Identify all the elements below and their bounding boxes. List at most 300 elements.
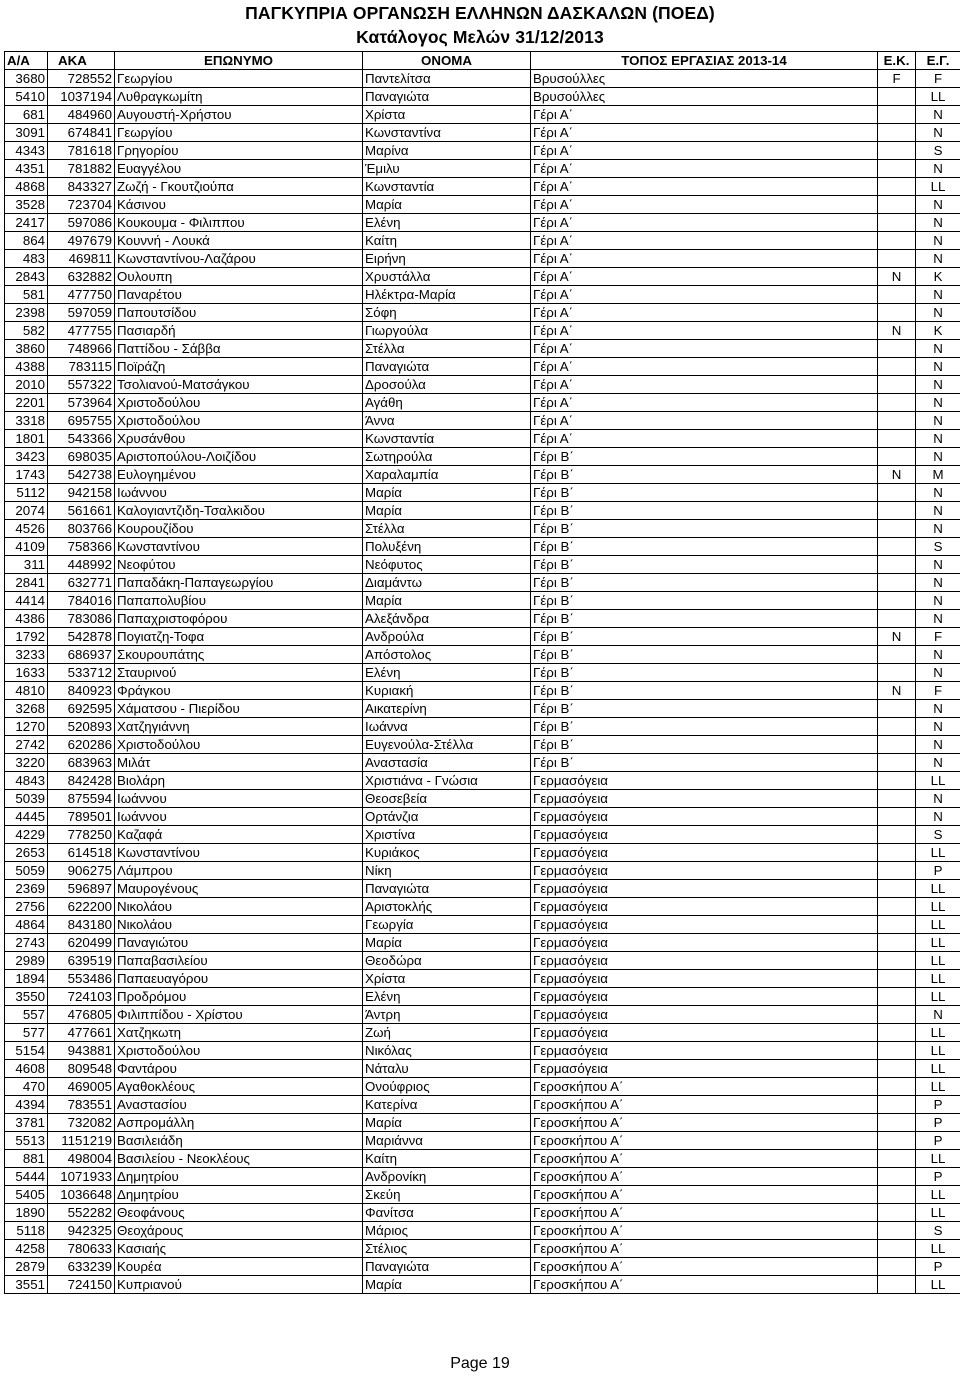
cell-eg: N [916,646,960,664]
table-row [5,700,960,718]
cell-first-name: Ελένη [363,214,531,232]
cell-surname: Αυγουστή-Χρήστου [115,106,363,124]
cell-first-name: Μαρία [363,502,531,520]
cell-first-name: Παντελίτσα [363,70,531,88]
cell-surname: Αγαθοκλέους [115,1078,363,1096]
cell-first-name: Σωτηρούλα [363,448,531,466]
cell-aka: 1151219 [48,1132,115,1150]
cell-aa: 2756 [5,898,48,916]
cell-ek [878,394,916,412]
cell-aka: 692595 [48,700,115,718]
cell-surname: Ιωάννου [115,484,363,502]
cell-eg: LL [916,844,960,862]
cell-aka: 448992 [48,556,115,574]
cell-eg: LL [916,880,960,898]
cell-ek [878,1024,916,1042]
cell-first-name: Στέλλα [363,340,531,358]
cell-surname: Μιλάτ [115,754,363,772]
cell-aa: 5059 [5,862,48,880]
table-row [5,1204,960,1222]
cell-eg: N [916,790,960,808]
cell-eg: N [916,574,960,592]
cell-surname: Χάματσου - Πιερίδου [115,700,363,718]
table-row [5,358,960,376]
table-row [5,376,960,394]
cell-eg: N [916,214,960,232]
cell-eg: K [916,322,960,340]
cell-aka: 783086 [48,610,115,628]
cell-ek [878,232,916,250]
cell-first-name: Μαρία [363,484,531,502]
cell-aa: 1792 [5,628,48,646]
cell-workplace: Γέρι Β΄ [531,736,878,754]
header-ek: Ε.Κ. [878,52,916,70]
cell-workplace: Γέρι Α΄ [531,232,878,250]
cell-surname: Παττίδου - Σάββα [115,340,363,358]
cell-eg: N [916,412,960,430]
cell-aa: 4109 [5,538,48,556]
cell-aka: 732082 [48,1114,115,1132]
cell-first-name: Άντρη [363,1006,531,1024]
document-title: ΠΑΓΚΥΠΡΙΑ ΟΡΓΑΝΩΣΗ ΕΛΛΗΝΩΝ ΔΑΣΚΑΛΩΝ (ΠΟΕΔ) [245,3,715,23]
cell-aka: 632882 [48,268,115,286]
cell-aa: 1801 [5,430,48,448]
cell-first-name: Διαμάντω [363,574,531,592]
cell-aa: 4608 [5,1060,48,1078]
cell-aka: 622200 [48,898,115,916]
cell-aa: 3781 [5,1114,48,1132]
cell-ek [878,142,916,160]
cell-aa: 2843 [5,268,48,286]
table-row [5,1150,960,1168]
cell-aka: 561661 [48,502,115,520]
cell-aka: 686937 [48,646,115,664]
cell-workplace: Γέρι Α΄ [531,430,878,448]
table-row [5,1276,960,1294]
cell-workplace: Γεροσκήπου Α΄ [531,1240,878,1258]
cell-surname: Γεωργίου [115,124,363,142]
cell-ek [878,574,916,592]
cell-surname: Ευλογημένου [115,466,363,484]
cell-ek [878,1078,916,1096]
cell-surname: Χριστοδούλου [115,412,363,430]
table-row [5,394,960,412]
cell-eg: M [916,466,960,484]
cell-aa: 2074 [5,502,48,520]
cell-first-name: Ειρήνη [363,250,531,268]
members-table [4,51,960,1294]
table-row [5,160,960,178]
table-row [5,196,960,214]
cell-aka: 724150 [48,1276,115,1294]
table-row [5,430,960,448]
cell-first-name: Αναστασία [363,754,531,772]
cell-aa: 4445 [5,808,48,826]
table-row [5,574,960,592]
cell-first-name: Ιωάννα [363,718,531,736]
cell-first-name: Πολυξένη [363,538,531,556]
cell-workplace: Γέρι Α΄ [531,124,878,142]
cell-ek [878,88,916,106]
cell-surname: Ασπρομάλλη [115,1114,363,1132]
cell-ek [878,412,916,430]
cell-workplace: Γερμασόγεια [531,988,878,1006]
cell-first-name: Μαρία [363,1276,531,1294]
cell-first-name: Κωνσταντίνα [363,124,531,142]
cell-ek [878,1258,916,1276]
cell-aka: 469811 [48,250,115,268]
cell-workplace: Γέρι Α΄ [531,178,878,196]
table-row [5,790,960,808]
table-row [5,1132,960,1150]
cell-aka: 497679 [48,232,115,250]
table-row [5,88,960,106]
table-row [5,916,960,934]
cell-surname: Χατζηκωτη [115,1024,363,1042]
cell-workplace: Γερμασόγεια [531,1006,878,1024]
cell-workplace: Γερμασόγεια [531,1024,878,1042]
cell-eg: N [916,376,960,394]
table-row [5,862,960,880]
table-row [5,610,960,628]
cell-aa: 681 [5,106,48,124]
header-aka: ΑΚΑ [48,52,115,70]
cell-aa: 4843 [5,772,48,790]
cell-aa: 864 [5,232,48,250]
cell-surname: Παπαπολυβίου [115,592,363,610]
cell-surname: Παπουτσίδου [115,304,363,322]
cell-surname: Βιολάρη [115,772,363,790]
cell-aa: 1890 [5,1204,48,1222]
cell-aa: 5410 [5,88,48,106]
table-row [5,826,960,844]
table-row [5,664,960,682]
cell-aka: 542878 [48,628,115,646]
cell-workplace: Βρυσούλλες [531,70,878,88]
cell-first-name: Ευγενούλα-Στέλλα [363,736,531,754]
cell-aka: 843327 [48,178,115,196]
cell-aa: 2989 [5,952,48,970]
cell-workplace: Γέρι Β΄ [531,556,878,574]
cell-aka: 476805 [48,1006,115,1024]
cell-surname: Νικολάου [115,916,363,934]
cell-workplace: Γερμασόγεια [531,808,878,826]
table-row [5,934,960,952]
cell-first-name: Νεόφυτος [363,556,531,574]
cell-surname: Βασιλειάδη [115,1132,363,1150]
cell-surname: Παπαβασιλείου [115,952,363,970]
cell-ek [878,1222,916,1240]
cell-aka: 758366 [48,538,115,556]
cell-first-name: Παναγιώτα [363,358,531,376]
cell-eg: LL [916,1240,960,1258]
cell-workplace: Γέρι Α΄ [531,268,878,286]
cell-workplace: Γέρι Β΄ [531,592,878,610]
cell-aka: 557322 [48,376,115,394]
table-row [5,1258,960,1276]
cell-aa: 577 [5,1024,48,1042]
cell-eg: P [916,1132,960,1150]
cell-aka: 783551 [48,1096,115,1114]
cell-workplace: Γερμασόγεια [531,898,878,916]
cell-eg: N [916,502,960,520]
table-row [5,1168,960,1186]
cell-aa: 3680 [5,70,48,88]
cell-ek [878,592,916,610]
table-row [5,466,960,484]
cell-workplace: Γερμασόγεια [531,826,878,844]
cell-ek [878,862,916,880]
cell-aka: 748966 [48,340,115,358]
cell-workplace: Γέρι Α΄ [531,412,878,430]
cell-aka: 1037194 [48,88,115,106]
cell-eg: LL [916,970,960,988]
cell-workplace: Γέρι Β΄ [531,484,878,502]
table-row [5,952,960,970]
cell-surname: Παπαδάκη-Παπαγεωργίου [115,574,363,592]
cell-aa: 311 [5,556,48,574]
cell-surname: Κουννή - Λουκά [115,232,363,250]
cell-ek [878,826,916,844]
cell-eg: N [916,718,960,736]
cell-aa: 5039 [5,790,48,808]
cell-workplace: Γέρι Α΄ [531,286,878,304]
cell-surname: Ουλουπη [115,268,363,286]
cell-aka: 840923 [48,682,115,700]
cell-eg: N [916,610,960,628]
cell-aka: 573964 [48,394,115,412]
cell-aka: 781618 [48,142,115,160]
cell-workplace: Γέρι Β΄ [531,754,878,772]
cell-workplace: Γέρι Α΄ [531,160,878,178]
cell-first-name: Ορτάνζια [363,808,531,826]
cell-first-name: Ζωή [363,1024,531,1042]
cell-aa: 5118 [5,1222,48,1240]
cell-workplace: Γεροσκήπου Α΄ [531,1096,878,1114]
cell-aa: 4351 [5,160,48,178]
cell-eg: N [916,700,960,718]
cell-eg: S [916,1222,960,1240]
cell-surname: Θεοφάνους [115,1204,363,1222]
cell-aka: 809548 [48,1060,115,1078]
cell-eg: F [916,70,960,88]
cell-first-name: Αγάθη [363,394,531,412]
cell-surname: Πασιαρδή [115,322,363,340]
cell-ek [878,430,916,448]
cell-workplace: Γέρι Β΄ [531,682,878,700]
cell-ek: N [878,682,916,700]
header-aa: Α/Α [5,52,48,70]
cell-aa: 1894 [5,970,48,988]
cell-eg: N [916,520,960,538]
cell-aka: 723704 [48,196,115,214]
cell-aa: 4258 [5,1240,48,1258]
cell-first-name: Φανίτσα [363,1204,531,1222]
cell-aa: 4864 [5,916,48,934]
cell-aka: 484960 [48,106,115,124]
cell-first-name: Παναγιώτα [363,880,531,898]
cell-aka: 533712 [48,664,115,682]
cell-ek [878,970,916,988]
cell-aka: 469005 [48,1078,115,1096]
cell-ek [878,1150,916,1168]
table-row [5,1096,960,1114]
cell-first-name: Ανδρονίκη [363,1168,531,1186]
cell-aa: 4229 [5,826,48,844]
cell-ek [878,484,916,502]
cell-first-name: Κυριακή [363,682,531,700]
cell-aka: 695755 [48,412,115,430]
cell-aka: 698035 [48,448,115,466]
cell-workplace: Γερμασόγεια [531,772,878,790]
cell-aa: 2879 [5,1258,48,1276]
cell-workplace: Γέρι Α΄ [531,394,878,412]
cell-ek [878,286,916,304]
table-row [5,520,960,538]
cell-first-name: Ελένη [363,988,531,1006]
cell-surname: Χριστοδούλου [115,1042,363,1060]
table-row [5,304,960,322]
cell-workplace: Γέρι Β΄ [531,664,878,682]
cell-workplace: Γέρι Α΄ [531,376,878,394]
cell-aka: 778250 [48,826,115,844]
cell-ek [878,718,916,736]
cell-surname: Ευαγγέλου [115,160,363,178]
cell-aka: 942158 [48,484,115,502]
cell-workplace: Γέρι Α΄ [531,340,878,358]
cell-first-name: Μαρίνα [363,142,531,160]
cell-first-name: Κωνσταντία [363,178,531,196]
cell-aa: 5444 [5,1168,48,1186]
cell-ek [878,808,916,826]
cell-eg: LL [916,1042,960,1060]
cell-ek: N [878,466,916,484]
cell-first-name: Ανδρούλα [363,628,531,646]
cell-aka: 620499 [48,934,115,952]
cell-surname: Ιωάννου [115,790,363,808]
cell-eg: P [916,1114,960,1132]
cell-eg: N [916,664,960,682]
cell-first-name: Θεοδώρα [363,952,531,970]
cell-workplace: Γέρι Β΄ [531,466,878,484]
cell-workplace: Γεροσκήπου Α΄ [531,1132,878,1150]
cell-eg: N [916,304,960,322]
table-row [5,682,960,700]
cell-aka: 498004 [48,1150,115,1168]
cell-first-name: Αλεξάνδρα [363,610,531,628]
cell-ek [878,178,916,196]
cell-aka: 477755 [48,322,115,340]
cell-workplace: Γερμασόγεια [531,1060,878,1078]
cell-aa: 5154 [5,1042,48,1060]
cell-eg: S [916,142,960,160]
cell-workplace: Γερμασόγεια [531,1042,878,1060]
cell-eg: N [916,430,960,448]
cell-aka: 614518 [48,844,115,862]
cell-aa: 557 [5,1006,48,1024]
cell-eg: N [916,556,960,574]
cell-aka: 843180 [48,916,115,934]
cell-first-name: Χρυστάλλα [363,268,531,286]
table-row [5,340,960,358]
cell-aka: 943881 [48,1042,115,1060]
table-row [5,556,960,574]
table-row [5,1024,960,1042]
cell-surname: Κουρέα [115,1258,363,1276]
cell-first-name: Μάριος [363,1222,531,1240]
cell-aka: 781882 [48,160,115,178]
cell-ek [878,556,916,574]
cell-ek [878,538,916,556]
cell-surname: Παναγιώτου [115,934,363,952]
cell-surname: Τσολιανού-Ματσάγκου [115,376,363,394]
cell-eg: LL [916,934,960,952]
page-number: Page 19 [450,1355,510,1372]
cell-workplace: Γέρι Β΄ [531,610,878,628]
cell-surname: Παπαευαγόρου [115,970,363,988]
cell-eg: N [916,484,960,502]
cell-first-name: Μαριάννα [363,1132,531,1150]
cell-ek [878,160,916,178]
cell-workplace: Γέρι Β΄ [531,448,878,466]
cell-first-name: Γιωργούλα [363,322,531,340]
cell-aka: 780633 [48,1240,115,1258]
cell-eg: N [916,736,960,754]
table-row [5,1060,960,1078]
cell-first-name: Ηλέκτρα-Μαρία [363,286,531,304]
cell-workplace: Γερμασόγεια [531,862,878,880]
table-row [5,142,960,160]
cell-workplace: Γεροσκήπου Α΄ [531,1168,878,1186]
table-row [5,646,960,664]
table-row [5,1114,960,1132]
table-row [5,898,960,916]
cell-ek: N [878,268,916,286]
cell-eg: N [916,106,960,124]
cell-surname: Παναρέτου [115,286,363,304]
table-header-row [5,52,960,70]
cell-aa: 3528 [5,196,48,214]
cell-aa: 2653 [5,844,48,862]
cell-workplace: Γερμασόγεια [531,952,878,970]
cell-ek [878,610,916,628]
cell-first-name: Χριστίνα [363,826,531,844]
cell-eg: LL [916,898,960,916]
cell-aa: 4394 [5,1096,48,1114]
cell-workplace: Γέρι Α΄ [531,214,878,232]
cell-aa: 1270 [5,718,48,736]
cell-eg: N [916,124,960,142]
cell-surname: Προδρόμου [115,988,363,1006]
cell-workplace: Γεροσκήπου Α΄ [531,1114,878,1132]
table-row [5,106,960,124]
cell-workplace: Γέρι Α΄ [531,304,878,322]
cell-workplace: Γεροσκήπου Α΄ [531,1078,878,1096]
cell-surname: Πογιατζη-Τοφα [115,628,363,646]
cell-ek [878,214,916,232]
cell-aa: 3318 [5,412,48,430]
cell-ek [878,1096,916,1114]
cell-surname: Κυπριανού [115,1276,363,1294]
table-row [5,880,960,898]
cell-aa: 582 [5,322,48,340]
cell-eg: N [916,160,960,178]
cell-ek [878,664,916,682]
cell-ek [878,1276,916,1294]
cell-aa: 581 [5,286,48,304]
cell-ek [878,916,916,934]
table-row [5,214,960,232]
